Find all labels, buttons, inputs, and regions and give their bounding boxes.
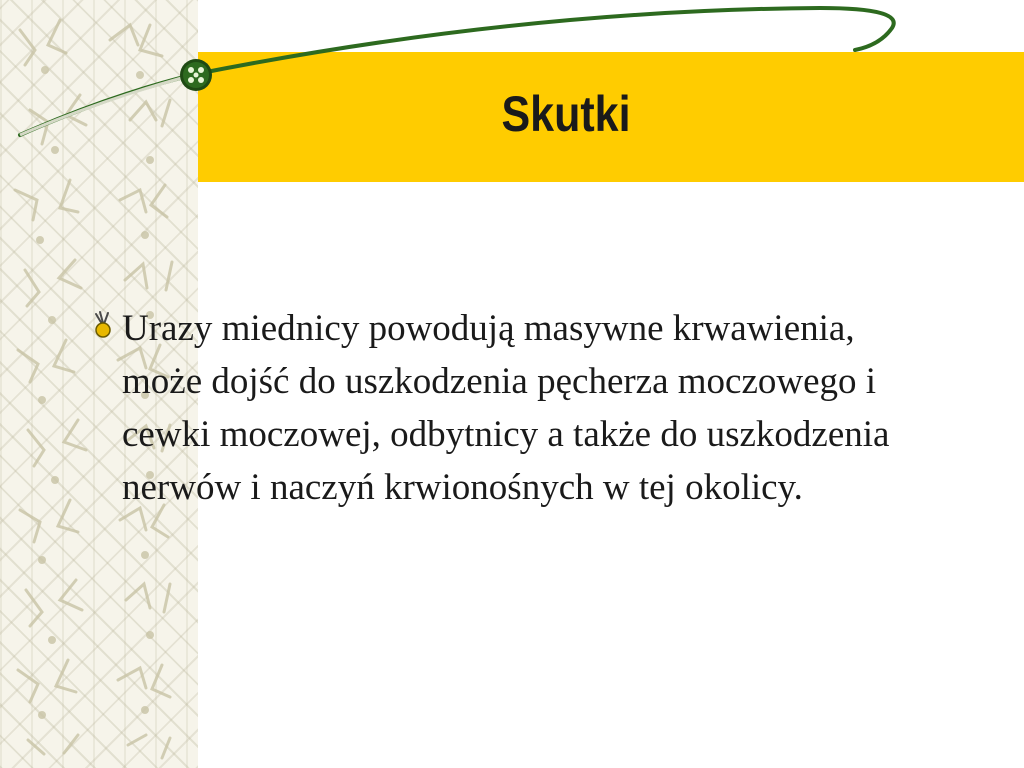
bullet-item [90,302,970,514]
slide-title: Skutki [501,86,631,142]
bullet-flower-icon [90,310,122,345]
bullet-text: Urazy miednicy powodują masywne krwawienia, może dojść do uszkodzenia pęcherza moczowego i cewki moczowej, odbytnicy a także do uszkodzenia nerwów i naczyń krwionośnych w tej okolicy. [122,308,890,508]
swoosh-knot-icon [180,59,212,91]
bullet-list [90,302,970,514]
